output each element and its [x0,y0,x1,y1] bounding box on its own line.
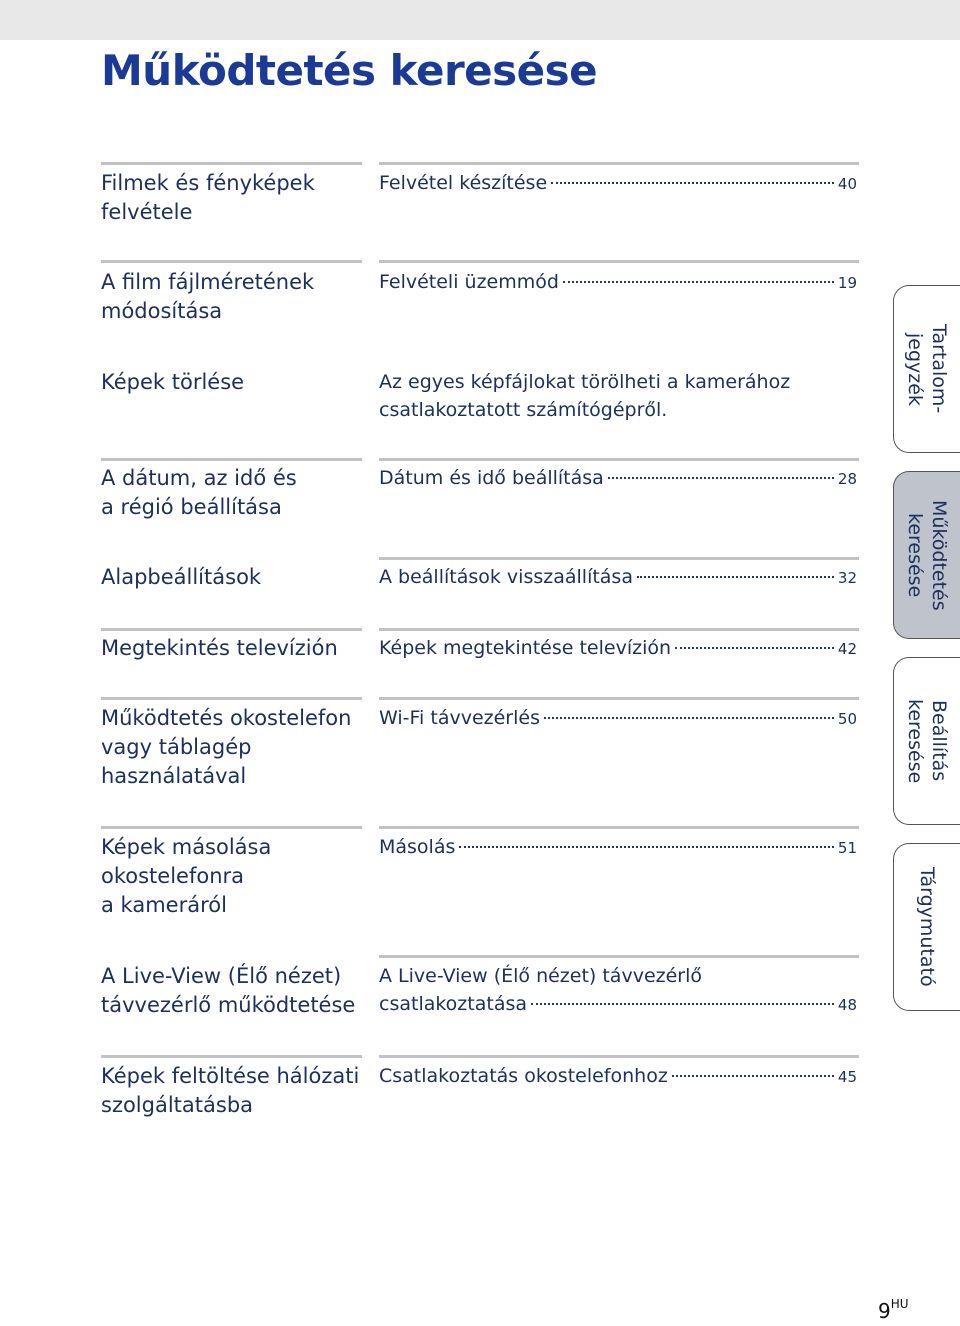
entry-text[interactable]: Felvétel készítése [379,172,548,194]
entry-copy[interactable] [379,833,857,862]
page-ref[interactable]: 19 [837,274,857,292]
separator [379,697,859,700]
section-label-text: A film fájlméretének módosítása [101,270,315,323]
section-label-text: A Live-View (Élő nézet) távvezérlő működtetése [101,964,356,1017]
section-label-text: Filmek és fényképek felvétele [101,171,315,224]
section-label-text: Képek másolása okostelefonra a kameráról [101,835,272,917]
entry-text[interactable]: Felvételi üzemmód [379,271,559,293]
separator [379,260,859,263]
entry-date-time[interactable] [379,464,857,493]
page-ref[interactable]: 50 [837,710,857,728]
entry-text[interactable]: Dátum és idő beállítása [379,467,604,489]
entry-text[interactable]: A beállítások visszaállítása [379,566,633,588]
tab-label: Működtetés keresése [904,499,950,611]
section-label-tv [101,634,376,663]
page-title: Működtetés keresése [101,46,598,95]
separator [101,260,362,263]
separator [379,162,859,165]
dot-leader [608,477,834,479]
entry-text[interactable]: Csatlakoztatás okostelefonhoz [379,1065,668,1087]
separator [379,628,859,631]
separator [379,826,859,829]
section-label-copy [101,833,376,920]
separator [379,557,859,560]
tab-index[interactable] [893,843,960,1011]
tab-table-of-contents[interactable] [893,285,960,453]
dot-leader [563,281,834,283]
entry-text[interactable]: Másolás [379,836,456,858]
section-label-text: A dátum, az idő és a régió beállítása [101,466,297,519]
dot-leader [672,1075,834,1077]
separator [379,955,859,958]
tab-label: Tárgymutató [916,867,938,987]
tab-label: Beállítás keresése [904,698,950,784]
section-label-delete [101,368,376,397]
separator [101,1055,362,1058]
entry-text: Az egyes képfájlokat törölheti a kamerához csatlakoztatott számítógépről. [379,371,791,421]
entry-connect-smartphone[interactable] [379,1062,857,1091]
page-number-suffix: HU [890,1297,909,1312]
separator [101,458,362,461]
section-label-text: Képek feltöltése hálózati szolgáltatásba [101,1064,360,1117]
entry-recording[interactable] [379,169,857,198]
separator [379,1055,859,1058]
entry-text[interactable]: Wi-Fi távvezérlés [379,707,540,729]
separator [101,628,362,631]
tab-label: Tartalom- jegyzék [904,324,950,414]
section-label-text: Alapbeállítások [101,565,262,589]
dot-leader [459,846,834,848]
page-ref[interactable]: 48 [837,996,857,1014]
entry-delete-info [379,368,857,424]
entry-text-line1[interactable]: A Live-View (Élő nézet) távvezérlő [379,965,703,987]
section-label-date-time [101,464,376,522]
dot-leader [675,647,834,649]
entry-text[interactable]: Képek megtekintése televízión [379,637,672,659]
separator [379,458,859,461]
page-ref[interactable]: 45 [837,1068,857,1086]
page-ref[interactable]: 51 [837,839,857,857]
page-ref[interactable]: 40 [837,175,857,193]
section-label-text: Képek törlése [101,370,245,394]
separator [101,162,362,165]
section-label-live-view [101,962,376,1020]
page-number [878,1299,909,1323]
dot-leader [531,1003,834,1005]
tab-settings-search[interactable] [893,657,960,825]
section-label-text: Működtetés okostelefon vagy táblagép használatával [101,706,352,788]
entry-tv[interactable] [379,634,857,663]
section-label-recording [101,169,376,227]
separator [101,826,362,829]
section-label-movie-size [101,268,376,326]
entry-recording-mode[interactable] [379,268,857,297]
page-ref[interactable]: 42 [837,640,857,658]
section-label-upload [101,1062,376,1120]
dot-leader [637,576,834,578]
top-bar [0,0,960,40]
page-ref[interactable]: 32 [837,569,857,587]
entry-text[interactable]: csatlakoztatása [379,993,528,1015]
entry-reset[interactable] [379,563,857,592]
entry-wifi-remote[interactable] [379,704,857,733]
section-label-smartphone [101,704,376,791]
page-number-value: 9 [878,1299,891,1323]
dot-leader [551,182,834,184]
entry-live-view[interactable] [379,962,857,1019]
page-ref[interactable]: 28 [837,470,857,488]
dot-leader [544,717,834,719]
tab-operation-search[interactable] [893,471,960,639]
section-label-text: Megtekintés televízión [101,636,338,660]
separator [101,697,362,700]
section-label-basic-settings [101,563,376,592]
